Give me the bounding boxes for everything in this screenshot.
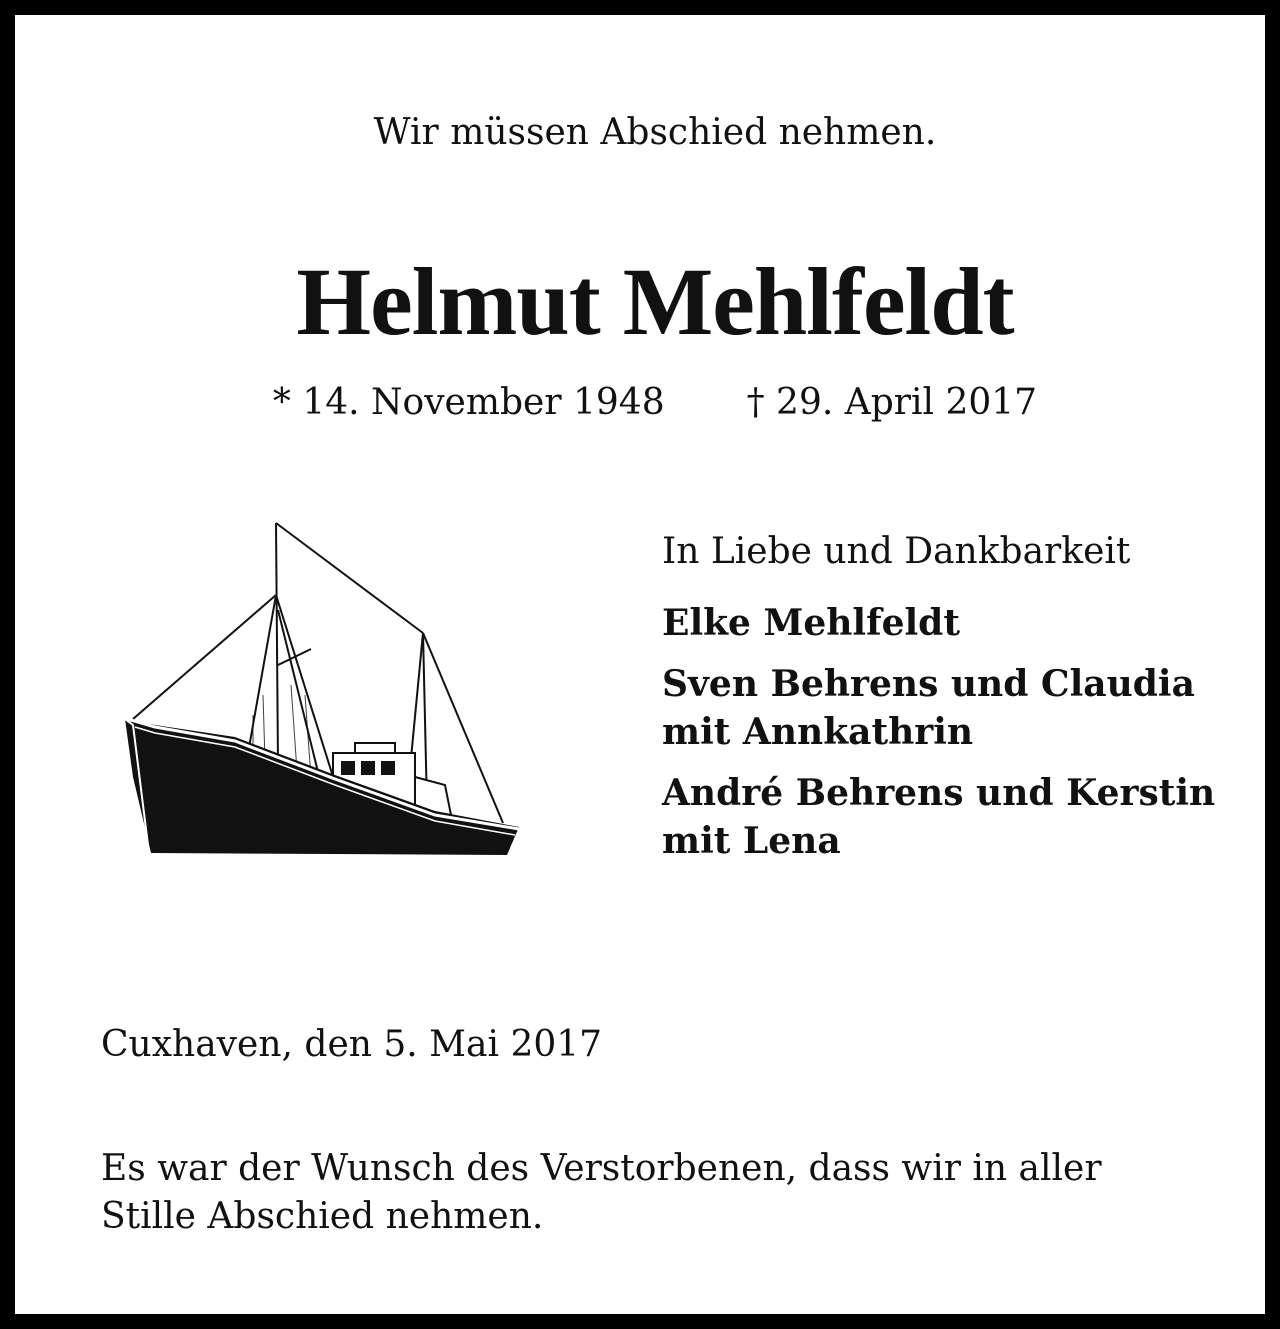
mourner-name: Elke Mehlfeldt <box>662 602 960 644</box>
signoff-line: In Liebe und Dankbarkeit <box>662 531 1131 572</box>
deceased-name: Helmut Mehlfeldt <box>296 248 1014 355</box>
death-date: † 29. April 2017 <box>746 382 1038 423</box>
mourner-name: André Behrens und Kerstin <box>662 772 1216 814</box>
mourner-name: Sven Behrens und Claudia <box>662 663 1195 705</box>
ship-icon <box>115 515 535 875</box>
mourner-family: mit Lena <box>662 820 841 862</box>
place-and-date: Cuxhaven, den 5. Mai 2017 <box>101 1024 603 1065</box>
funeral-wish <box>101 1145 1221 1241</box>
mourner-entry <box>662 660 1262 756</box>
wish-line: Stille Abschied nehmen. <box>101 1196 544 1237</box>
mourner-list <box>662 599 1262 878</box>
wish-line: Es war der Wunsch des Verstorbenen, dass wir in aller <box>101 1148 1102 1189</box>
heading-line: Wir müssen Abschied nehmen. <box>373 112 937 153</box>
birth-date: * 14. November 1948 <box>272 382 665 423</box>
mourner-entry <box>662 599 1262 647</box>
mourner-family: mit Annkathrin <box>662 711 974 753</box>
mourner-entry <box>662 769 1262 865</box>
life-dates <box>15 379 1280 427</box>
